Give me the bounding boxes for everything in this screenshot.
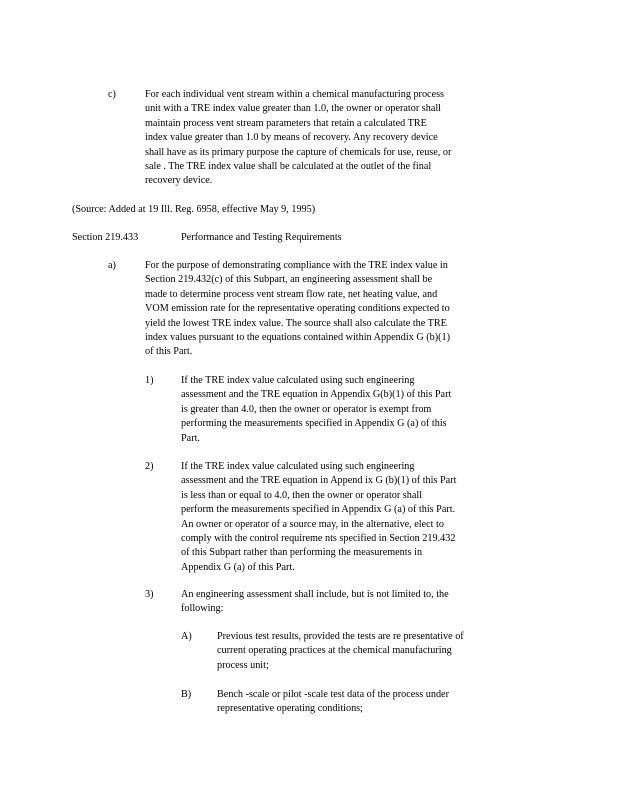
item-label-B: B) <box>181 689 192 700</box>
text-line: representative operating conditions; <box>217 703 363 715</box>
paragraph-B-text <box>217 688 507 717</box>
text-line: yield the lowest TRE index value. The source shall also calculate the TRE <box>145 317 447 329</box>
text-line: is less than or equal to 4.0, then the owner or operator shall <box>181 489 423 501</box>
paragraph-c-text <box>145 88 507 189</box>
text-line: process unit; <box>217 659 269 671</box>
text-line: VOM emission rate for the representative operating conditions expected to <box>145 303 450 315</box>
text-line: perform the measurements specified in Appendix G (a) of this Part. <box>181 504 456 516</box>
text-line: shall have as its primary purpose the capture of chemicals for use, reuse, or <box>145 146 452 158</box>
item-label-3: 3) <box>145 589 154 600</box>
text-line: following: <box>181 603 224 615</box>
item-label-a: a) <box>108 260 116 271</box>
text-line: Appendix G (a) of this Part. <box>181 561 295 573</box>
item-label-2: 2) <box>145 461 154 472</box>
source-note: (Source: Added at 19 Ill. Reg. 6958, effective May 9, 1995) <box>72 204 316 215</box>
section-title: Performance and Testing Requirements <box>181 232 342 243</box>
paragraph-2-text <box>181 460 497 575</box>
text-line: index values pursuant to the equations contained within Appendix G (b)(1) <box>145 332 450 344</box>
text-line: assessment and the TRE equation in Appendix G(b)(1) of this Part <box>181 389 452 401</box>
text-line: If the TRE index value calculated using such engineering <box>181 375 415 386</box>
text-line: Previous test results, provided the tests are re presentative of <box>217 631 464 642</box>
text-line: of this Part. <box>145 346 193 358</box>
paragraph-a-text <box>145 259 507 360</box>
paragraph-1-text <box>181 374 497 446</box>
text-line: index value greater than 1.0 by means of recovery. Any recovery device <box>145 132 438 144</box>
text-line: Bench -scale or pilot -scale test data of the process under <box>217 689 449 700</box>
item-label-1: 1) <box>145 375 154 386</box>
text-line: Section 219.432(c) of this Subpart, an engineering assessment shall be <box>145 274 433 286</box>
text-line: assessment and the TRE equation in Append ix G (b)(1) of this Part <box>181 475 457 487</box>
text-line: recovery device. <box>145 175 213 187</box>
text-line: Part. <box>181 432 200 444</box>
text-line: of this Subpart rather than performing the measurements in <box>181 547 423 559</box>
item-label-c: c) <box>108 89 116 100</box>
text-line: An owner or operator of a source may, in the alternative, elect to <box>181 518 444 530</box>
text-line: For each individual vent stream within a chemical manufacturing process <box>145 89 445 100</box>
item-label-A: A) <box>181 631 192 642</box>
text-line: comply with the control requireme nts specified in Section 219.432 <box>181 533 456 545</box>
text-line: An engineering assessment shall include, but is not limited to, the <box>181 589 449 600</box>
paragraph-3-text <box>181 588 497 617</box>
section-number: Section 219.433 <box>72 232 139 243</box>
text-line: performing the measurements specified in Appendix G (a) of this <box>181 418 447 430</box>
paragraph-A-text <box>217 630 507 673</box>
text-line: is greater than 4.0, then the owner or operator is exempt from <box>181 403 432 415</box>
text-line: maintain process vent stream parameters that retain a calculated TRE <box>145 117 427 129</box>
text-line: current operating practices at the chemical manufacturing <box>217 645 452 657</box>
text-line: If the TRE index value calculated using such engineering <box>181 461 415 472</box>
text-line: For the purpose of demonstrating compliance with the TRE index value in <box>145 260 448 271</box>
text-line: sale . The TRE index value shall be calculated at the outlet of the final <box>145 161 432 173</box>
text-line: unit with a TRE index value greater than 1.0, the owner or operator shall <box>145 103 442 115</box>
text-line: made to determine process vent stream flow rate, net heating value, and <box>145 288 438 300</box>
